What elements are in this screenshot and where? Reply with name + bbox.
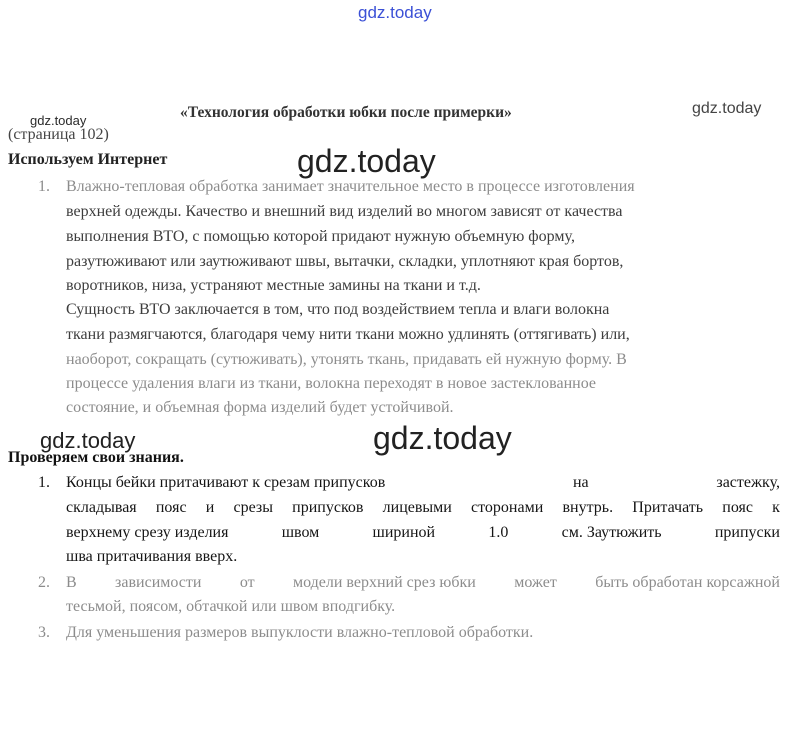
watermark-big-1: gdz.today [297, 143, 436, 179]
text-fragment: лицевыми [382, 499, 452, 516]
list-number: 1. [38, 178, 50, 195]
text-fragment: может [514, 574, 557, 591]
answer-1-line-1 [66, 474, 780, 492]
section1-line: воротников, низа, устраняют местные замины на ткани и т.д. [66, 277, 481, 294]
answer-2-line-1 [66, 574, 780, 592]
list-number: 1. [38, 474, 50, 491]
section1-line: ткани размягчаются, благодаря чему нити ткани можно удлинять (оттягивать) или, [66, 326, 630, 343]
text-fragment: складывая [66, 499, 137, 516]
text-fragment: 1.0 [488, 524, 509, 541]
section1-line: Сущность ВТО заключается в том, что под воздействием тепла и влаги волокна [66, 301, 610, 318]
text-fragment: к [772, 499, 780, 516]
text-fragment: см. Заутюжить [561, 524, 662, 541]
text-fragment: на [572, 474, 589, 491]
answer-1-line-4: шва притачивания вверх. [66, 548, 238, 565]
text-fragment: срезы [233, 499, 273, 516]
watermark-big-2: gdz.today [373, 420, 512, 456]
section-heading-internet: Используем Интернет [8, 151, 168, 168]
text-fragment: припуски [714, 524, 780, 541]
section1-line: наоборот, сокращать (сутюживать), утонять ткань, придавать ей нужную форму. В [66, 351, 627, 368]
watermark-mid-left: gdz.today [40, 428, 136, 453]
watermark-small-left: gdz.today [30, 113, 87, 128]
section1-line: верхней одежды. Качество и внешний вид изделий во многом зависят от качества [66, 203, 623, 220]
section1-line: Влажно-тепловая обработка занимает значительное место в процессе изготовления [66, 178, 635, 195]
text-fragment: модели верхний срез юбки [292, 574, 476, 591]
section1-line: состояние, и объемная форма изделий будет устойчивой. [66, 399, 454, 416]
list-number: 2. [38, 574, 50, 591]
watermark-top: gdz.today [358, 3, 432, 22]
section1-line: процессе удаления влаги из ткани, волокна переходят в новое застеклованное [66, 375, 596, 392]
text-fragment: припусков [292, 499, 364, 516]
answer-2-line-2: тесьмой, поясом, обтачкой или швом вподгибку. [66, 598, 396, 615]
text-fragment: пояс [155, 499, 187, 516]
text-fragment: Притачать [632, 499, 704, 516]
section1-line: выполнения ВТО, с помощью которой придают нужную объемную форму, [66, 228, 575, 245]
text-fragment: быть обработан корсажной [595, 574, 780, 591]
text-fragment: сторонами [471, 499, 544, 516]
answer-1-line-2 [66, 499, 780, 517]
list-number: 3. [38, 624, 50, 641]
section-heading-check-knowledge: Проверяем свои знания. [8, 449, 184, 466]
answer-3-line-1: Для уменьшения размеров выпуклости влажно-тепловой обработки. [66, 624, 534, 641]
text-fragment: зависимости [115, 574, 202, 591]
text-fragment: внутрь. [562, 499, 614, 516]
document-title: «Технология обработки юбки после примерки» [180, 104, 512, 121]
text-fragment: Концы бейки притачивают к срезам припусков [66, 474, 386, 491]
text-fragment: от [239, 574, 255, 591]
text-fragment: застежку, [716, 474, 780, 491]
text-fragment: В [66, 574, 77, 591]
text-fragment: шириной [372, 524, 436, 541]
section1-line: разутюживают или заутюживают швы, вытачки, складки, уплотняют края бортов, [66, 253, 624, 270]
page-reference: (страница 102) [8, 126, 109, 143]
text-fragment: швом [281, 524, 320, 541]
text-fragment: и [205, 499, 215, 516]
answer-1-line-3 [66, 524, 780, 542]
watermark-right-top: gdz.today [692, 100, 762, 117]
text-fragment: верхнему срезу изделия [66, 524, 229, 541]
text-fragment: пояс [722, 499, 753, 516]
